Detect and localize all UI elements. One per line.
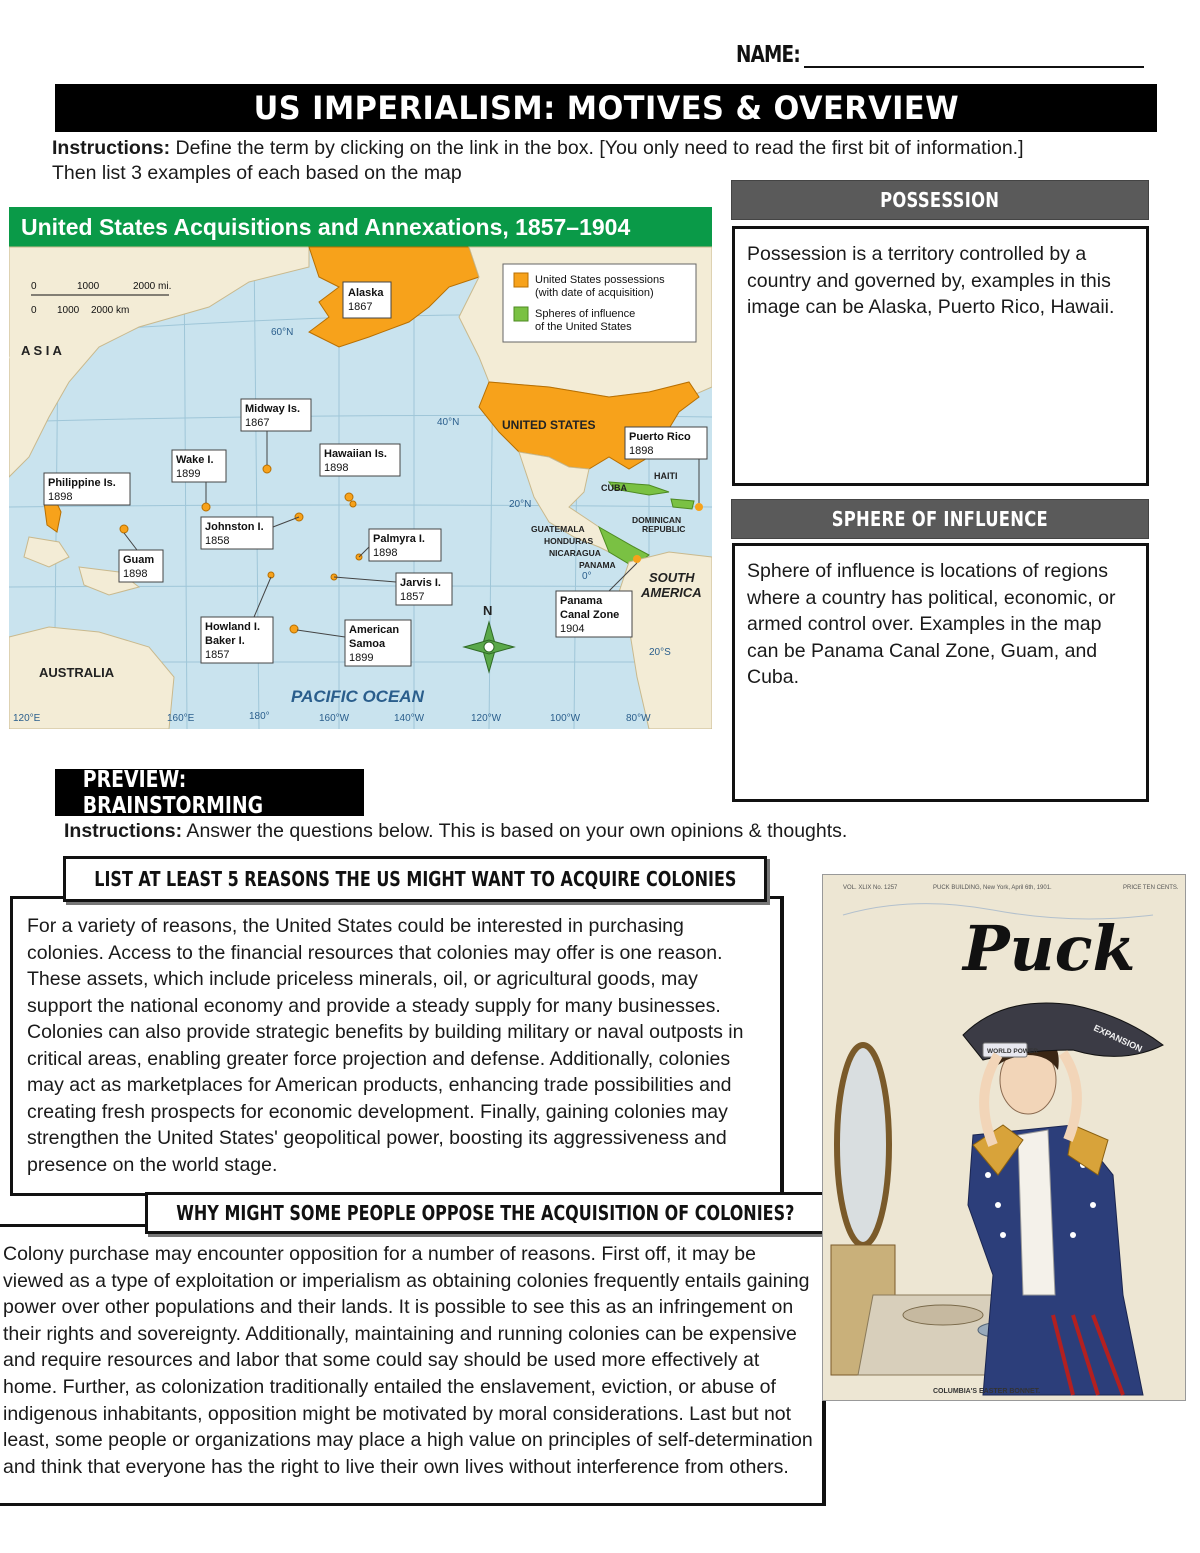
label-samoa xyxy=(345,620,411,666)
svg-text:PUCK BUILDING, New York, April: PUCK BUILDING, New York, April 6th, 1901. xyxy=(933,885,1052,891)
map-graphic xyxy=(9,207,712,729)
svg-text:1898: 1898 xyxy=(629,445,654,457)
svg-text:1858: 1858 xyxy=(205,535,230,547)
svg-text:HAITI: HAITI xyxy=(654,471,678,481)
label-panama-canal xyxy=(556,591,632,637)
reasons-answer-box[interactable] xyxy=(10,896,784,1196)
svg-text:PANAMA: PANAMA xyxy=(579,560,616,570)
svg-text:2000 mi.: 2000 mi. xyxy=(133,281,172,292)
legend-possession-swatch xyxy=(514,273,528,287)
indonesia-land xyxy=(24,537,69,567)
label-midway xyxy=(241,399,311,431)
svg-text:1867: 1867 xyxy=(245,417,270,429)
possession-answer-box[interactable] xyxy=(732,226,1149,486)
svg-text:1899: 1899 xyxy=(176,468,201,480)
legend-sphere-swatch xyxy=(514,307,528,321)
label-wake xyxy=(172,450,226,482)
oppose-answer-text: Colony purchase may encounter opposition for a number of reasons. First off, it may be viewed as a type of exploitation or imperialism as obtaining colonies frequently entails gaining power over other populations and their lands. It is possible to see this as an infringement on their rights and sovereignty. Additionally, maintaining and running colonies can be expensive and require resources and labor that some could say should be used more effectively at home. Further, as colonization traditionally entailed the enslavement, eviction, or abuse of indigenous inhabitants, opposition might be motivated by moral considerations. Last but not least, some people or organizations may place a high value on principles of self-determination and think that everyone has the right to live their own lives without interference from others. xyxy=(3,1243,813,1478)
svg-text:VOL. XLIX No. 1257: VOL. XLIX No. 1257 xyxy=(843,885,898,891)
acquisitions-map xyxy=(9,207,712,729)
label-guam xyxy=(119,550,163,582)
sphere-header-text: SPHERE OF INFLUENCE xyxy=(831,507,1049,531)
preview-header xyxy=(55,766,364,819)
panama-canal-dot xyxy=(633,555,641,563)
svg-text:CUBA: CUBA xyxy=(601,483,627,493)
svg-text:1898: 1898 xyxy=(324,462,349,474)
svg-text:1898: 1898 xyxy=(123,568,148,580)
svg-text:Palmyra I.: Palmyra I. xyxy=(373,533,425,545)
label-alaska xyxy=(343,282,391,318)
label-puerto-rico xyxy=(625,427,707,459)
svg-text:Baker I.: Baker I. xyxy=(205,635,245,647)
svg-text:1899: 1899 xyxy=(349,652,374,664)
svg-text:0: 0 xyxy=(31,281,37,292)
svg-text:HONDURAS: HONDURAS xyxy=(544,536,594,546)
possession-header xyxy=(731,180,1149,220)
instructions2-label: Instructions: xyxy=(64,820,183,842)
name-field[interactable] xyxy=(736,42,1146,72)
svg-text:Philippine Is.: Philippine Is. xyxy=(48,477,116,489)
alaska-land xyxy=(309,247,479,347)
svg-text:Hawaiian Is.: Hawaiian Is. xyxy=(324,448,387,460)
oppose-answer-box[interactable] xyxy=(0,1224,826,1506)
preview-header-text: PREVIEW: BRAINSTORMING xyxy=(82,766,264,819)
reasons-answer-text: For a variety of reasons, the United States could be interested in purchasing colonies. Access to the financial resources that colonies may offer is one reason. These assets, which include priceless minerals, oil, or agricultural goods, may support the national economy and provide a steady supply for many businesses. Colonies can also provide strategic benefits by building military or naval outposts in critical areas, enabling greater force projection and defense. Additionally, colonies may act as marketplaces for American products, enhancing trade possibilities and creating fresh prospects for economic development. Finally, gaining colonies may strengthen the United States' geopolitical power, boosting its aggressiveness and presence on the world stage. xyxy=(27,915,744,1176)
page-title-bar xyxy=(55,84,1157,132)
svg-text:40°N: 40°N xyxy=(437,417,460,428)
svg-text:PRICE TEN CENTS.: PRICE TEN CENTS. xyxy=(1123,885,1179,891)
svg-text:Johnston I.: Johnston I. xyxy=(205,521,264,533)
label-jarvis xyxy=(396,573,452,605)
svg-text:Panama: Panama xyxy=(560,595,603,607)
possession-header-text: POSSESSION xyxy=(880,188,1000,212)
page-title: US IMPERIALISM: MOTIVES & OVERVIEW xyxy=(253,89,959,127)
instructions2-text: Answer the questions below. This is based on your own opinions & thoughts. xyxy=(182,820,848,842)
svg-text:Midway Is.: Midway Is. xyxy=(245,403,301,415)
svg-text:1857: 1857 xyxy=(205,649,230,661)
svg-text:Howland I.: Howland I. xyxy=(205,621,260,633)
sphere-header xyxy=(731,499,1149,539)
svg-text:Guam: Guam xyxy=(123,554,155,566)
svg-text:United States possessions: United States possessions xyxy=(535,274,665,286)
svg-text:Alaska: Alaska xyxy=(348,287,384,299)
svg-text:1904: 1904 xyxy=(560,623,585,635)
name-line[interactable] xyxy=(804,66,1144,68)
label-howland-baker xyxy=(201,617,273,663)
puerto-rico-dot xyxy=(695,503,703,511)
svg-text:Wake I.: Wake I. xyxy=(176,454,214,466)
svg-text:80°W: 80°W xyxy=(626,713,651,724)
reasons-question-text: LIST AT LEAST 5 REASONS THE US MIGHT WANT TO ACQUIRE COLONIES xyxy=(93,867,737,891)
svg-text:180°: 180° xyxy=(249,711,270,722)
svg-text:1898: 1898 xyxy=(373,547,398,559)
sphere-answer-text: Sphere of influence is locations of regions where a country has political, economic, or armed control over. Examples in the map can be Panama Canal Zone, Guam, and Cuba. xyxy=(747,560,1116,688)
svg-text:1000: 1000 xyxy=(77,281,100,292)
svg-text:Puerto Rico: Puerto Rico xyxy=(629,431,691,443)
svg-text:140°W: 140°W xyxy=(394,713,425,724)
svg-text:Canal Zone: Canal Zone xyxy=(560,609,620,621)
svg-text:160°E: 160°E xyxy=(167,713,195,724)
svg-text:20°S: 20°S xyxy=(649,647,671,658)
instructions-line1: Define the term by clicking on the link in the box. [You only need to read the first bit of information.] xyxy=(170,137,1024,159)
svg-text:of the United States: of the United States xyxy=(535,321,632,333)
svg-text:COLUMBIA'S EASTER BONNET.: COLUMBIA'S EASTER BONNET. xyxy=(933,1388,1041,1395)
svg-text:EXPANSION: EXPANSION xyxy=(1092,1022,1144,1054)
svg-text:120°W: 120°W xyxy=(471,713,502,724)
reasons-question-header xyxy=(63,856,767,902)
svg-text:NICARAGUA: NICARAGUA xyxy=(549,548,601,558)
svg-text:100°W: 100°W xyxy=(550,713,581,724)
svg-text:(with date of acquisition): (with date of acquisition) xyxy=(535,287,654,299)
svg-text:SOUTH: SOUTH xyxy=(649,570,695,585)
svg-text:GUATEMALA: GUATEMALA xyxy=(531,524,585,534)
svg-text:AUSTRALIA: AUSTRALIA xyxy=(39,665,115,680)
oppose-question-text: WHY MIGHT SOME PEOPLE OPPOSE THE ACQUISITION OF COLONIES? xyxy=(175,1201,795,1225)
svg-text:AMERICA: AMERICA xyxy=(641,585,702,600)
svg-text:PACIFIC OCEAN: PACIFIC OCEAN xyxy=(291,687,424,706)
svg-text:N: N xyxy=(483,603,493,618)
instructions-line2: Then list 3 examples of each based on the map xyxy=(52,162,462,184)
haiti-dr-land xyxy=(671,499,694,509)
svg-text:60°N: 60°N xyxy=(271,327,294,338)
map-title: United States Acquisitions and Annexations, 1857–1904 xyxy=(9,207,712,247)
label-hawaiian xyxy=(320,444,400,476)
svg-text:20°N: 20°N xyxy=(509,499,532,510)
svg-text:Spheres of influence: Spheres of influence xyxy=(535,308,636,320)
oppose-question-header xyxy=(145,1192,825,1234)
sphere-answer-box[interactable] xyxy=(732,543,1149,802)
svg-text:1898: 1898 xyxy=(48,491,73,503)
label-palmyra xyxy=(369,529,441,561)
instructions-label: Instructions: xyxy=(52,137,171,159)
puck-cartoon xyxy=(822,874,1186,1401)
svg-text:American: American xyxy=(349,624,400,636)
puck-illustration xyxy=(823,875,1186,1401)
label-johnston xyxy=(201,517,273,549)
svg-text:Samoa: Samoa xyxy=(349,638,386,650)
svg-text:120°E: 120°E xyxy=(13,713,41,724)
svg-text:WORLD POWER: WORLD POWER xyxy=(987,1048,1038,1055)
instructions-brainstorm xyxy=(64,820,847,843)
svg-text:REPUBLIC: REPUBLIC xyxy=(642,524,686,534)
puck-masthead: Puck xyxy=(963,912,1136,985)
svg-text:1857: 1857 xyxy=(400,591,425,603)
svg-text:0: 0 xyxy=(31,305,37,316)
map-legend xyxy=(503,264,696,342)
svg-text:2000 km: 2000 km xyxy=(91,305,130,316)
compass-rose xyxy=(464,622,514,672)
label-philippine xyxy=(44,473,130,505)
possession-answer-text: Possession is a territory controlled by a country and governed by, examples in this image can be Alaska, Puerto Rico, Hawaii. xyxy=(747,243,1115,318)
mirror-shape xyxy=(837,1045,889,1245)
svg-text:1867: 1867 xyxy=(348,301,373,313)
svg-text:UNITED STATES: UNITED STATES xyxy=(502,418,596,432)
svg-text:0°: 0° xyxy=(582,571,592,582)
svg-text:160°W: 160°W xyxy=(319,713,350,724)
svg-text:1000: 1000 xyxy=(57,305,80,316)
name-label: NAME: xyxy=(736,42,800,68)
svg-text:Jarvis I.: Jarvis I. xyxy=(400,577,441,589)
svg-text:A S I A: A S I A xyxy=(21,343,62,358)
instructions-define xyxy=(52,136,1142,186)
svg-text:DOMINICAN: DOMINICAN xyxy=(632,515,682,525)
